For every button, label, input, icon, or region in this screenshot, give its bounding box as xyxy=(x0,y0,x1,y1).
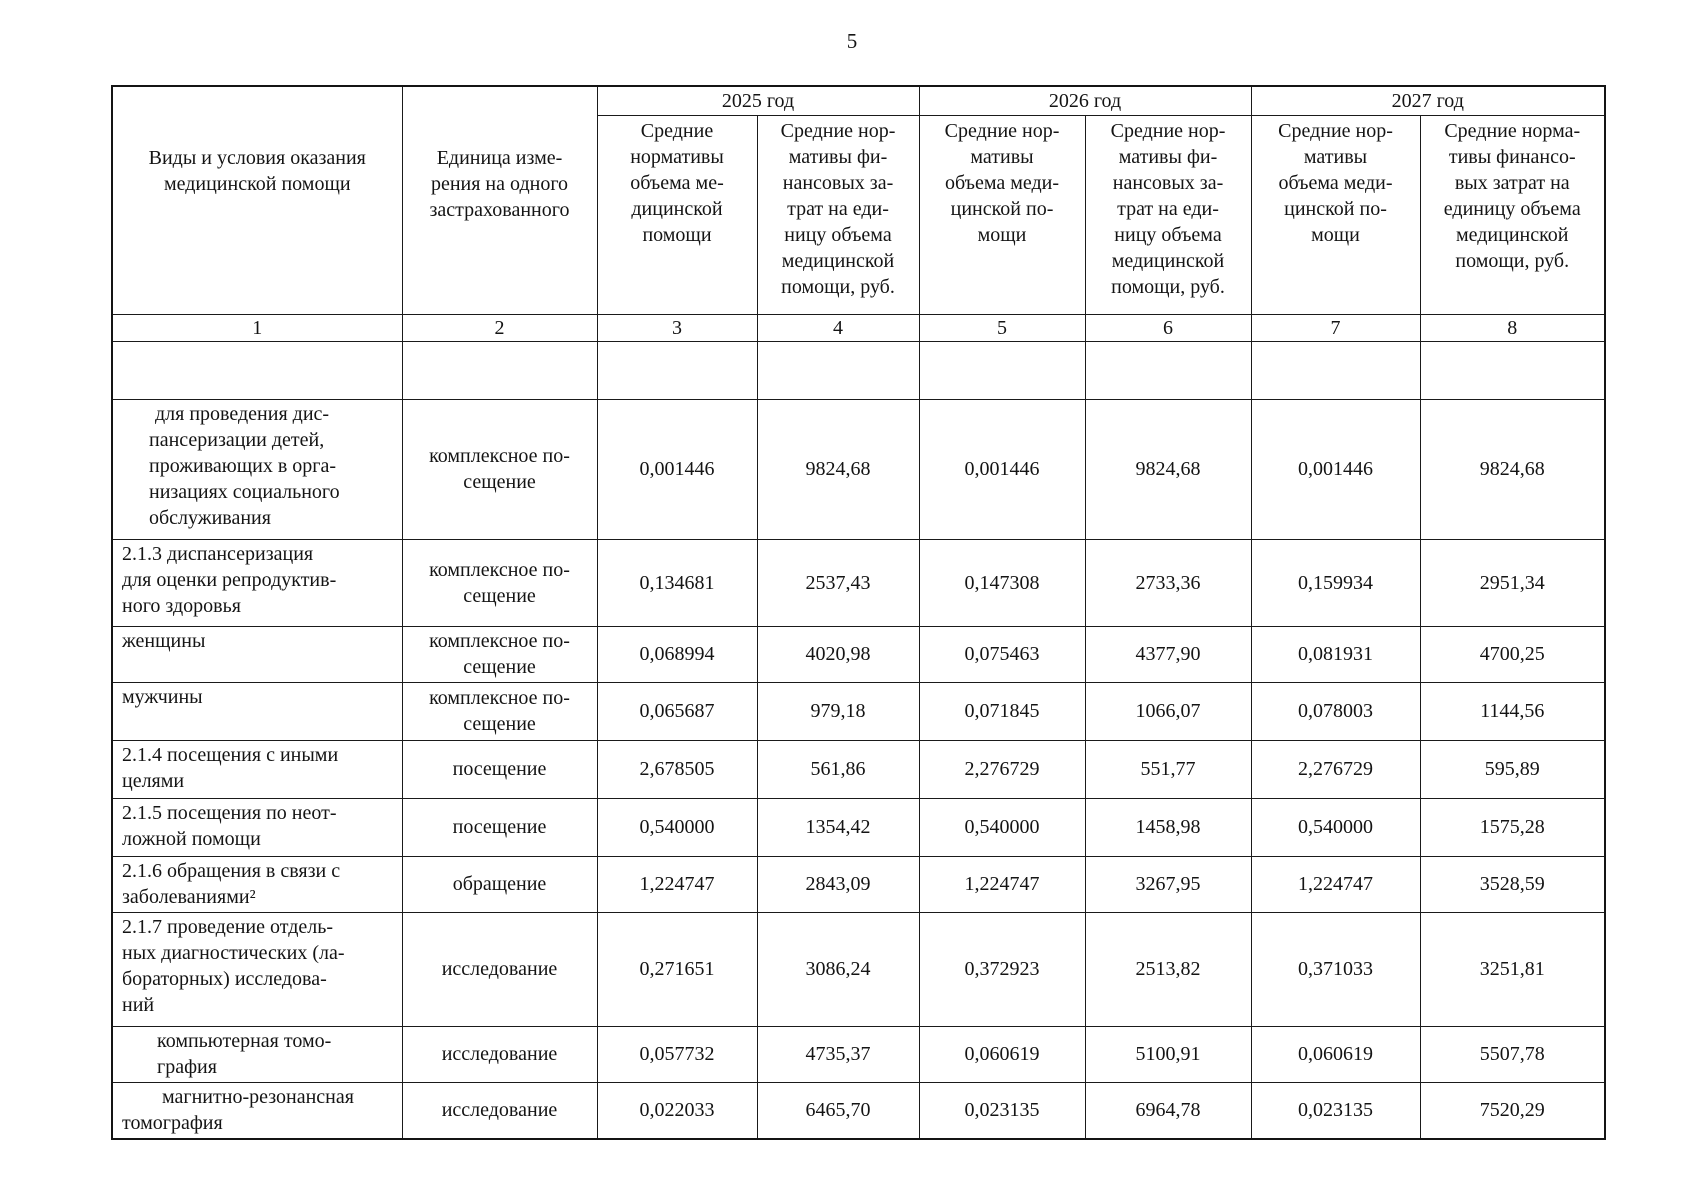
cost-2027: 1144,56 xyxy=(1420,682,1605,740)
empty-cell xyxy=(402,341,597,399)
row-unit: исследование xyxy=(402,1082,597,1139)
row-unit: обращение xyxy=(402,856,597,912)
page-number: 5 xyxy=(846,29,858,53)
volume-2026: 0,001446 xyxy=(919,399,1085,539)
cost-2025: 3086,24 xyxy=(757,912,919,1026)
cost-2026: 9824,68 xyxy=(1085,399,1251,539)
column-number: 4 xyxy=(757,314,919,341)
cost-2025: 4020,98 xyxy=(757,626,919,682)
cost-2027: 3528,59 xyxy=(1420,856,1605,912)
volume-2026: 2,276729 xyxy=(919,740,1085,798)
column-number: 2 xyxy=(402,314,597,341)
volume-2027: 0,159934 xyxy=(1251,539,1420,626)
volume-2025: 0,057732 xyxy=(597,1026,757,1082)
cost-2025: 6465,70 xyxy=(757,1082,919,1139)
empty-cell xyxy=(919,341,1085,399)
header-year-2027: 2027 год xyxy=(1251,86,1605,115)
cost-2026: 2733,36 xyxy=(1085,539,1251,626)
cost-2025: 4735,37 xyxy=(757,1026,919,1082)
volume-2025: 0,068994 xyxy=(597,626,757,682)
volume-2025: 0,271651 xyxy=(597,912,757,1026)
header-cost-2027: Средние норма- тивы финансо- вых затрат на единицу объема медицинской помощи, руб. xyxy=(1420,115,1605,314)
column-number: 7 xyxy=(1251,314,1420,341)
table-row xyxy=(112,626,1605,682)
volume-2026: 0,060619 xyxy=(919,1026,1085,1082)
table-row xyxy=(112,682,1605,740)
header-cost-2026: Средние нор- мативы фи- нансовых за- трат на еди- ницу объема медицинской помощи, руб. xyxy=(1085,115,1251,314)
volume-2025: 1,224747 xyxy=(597,856,757,912)
row-name: магнитно-резонансная томография xyxy=(112,1082,402,1139)
table-row xyxy=(112,399,1605,539)
cost-2026: 6964,78 xyxy=(1085,1082,1251,1139)
header-volume-2027: Средние нор- мативы объема меди- цинской по- мощи xyxy=(1251,115,1420,314)
column-number: 6 xyxy=(1085,314,1251,341)
empty-cell xyxy=(757,341,919,399)
row-unit: комплексное по- сещение xyxy=(402,682,597,740)
volume-2026: 0,372923 xyxy=(919,912,1085,1026)
header-row-years xyxy=(112,86,1605,115)
cost-2025: 9824,68 xyxy=(757,399,919,539)
cost-2025: 1354,42 xyxy=(757,798,919,856)
row-unit: комплексное по- сещение xyxy=(402,539,597,626)
cost-2025: 561,86 xyxy=(757,740,919,798)
empty-row xyxy=(112,341,1605,399)
row-unit: исследование xyxy=(402,912,597,1026)
table-row xyxy=(112,912,1605,1026)
table-row xyxy=(112,539,1605,626)
empty-cell xyxy=(1420,341,1605,399)
row-name: мужчины xyxy=(112,682,402,740)
row-name: компьютерная томо- графия xyxy=(112,1026,402,1082)
cost-2025: 2537,43 xyxy=(757,539,919,626)
norms-table xyxy=(111,85,1606,1140)
volume-2025: 0,540000 xyxy=(597,798,757,856)
volume-2026: 0,540000 xyxy=(919,798,1085,856)
volume-2027: 0,001446 xyxy=(1251,399,1420,539)
volume-2027: 0,081931 xyxy=(1251,626,1420,682)
volume-2026: 0,147308 xyxy=(919,539,1085,626)
header-unit: Единица изме- рения на одного застрахованного xyxy=(402,86,597,314)
cost-2026: 5100,91 xyxy=(1085,1026,1251,1082)
row-name: женщины xyxy=(112,626,402,682)
row-unit: посещение xyxy=(402,740,597,798)
cost-2027: 7520,29 xyxy=(1420,1082,1605,1139)
column-number: 8 xyxy=(1420,314,1605,341)
row-name: 2.1.7 проведение отдель- ных диагностических (ла- бораторных) исследова- ний xyxy=(112,912,402,1026)
table-row xyxy=(112,1026,1605,1082)
row-unit: комплексное по- сещение xyxy=(402,399,597,539)
table-row xyxy=(112,856,1605,912)
cost-2027: 1575,28 xyxy=(1420,798,1605,856)
row-name: для проведения дис- пансеризации детей, проживающих в орга- низациях социального обслуживания xyxy=(112,399,402,539)
cost-2026: 2513,82 xyxy=(1085,912,1251,1026)
volume-2027: 0,371033 xyxy=(1251,912,1420,1026)
row-name: 2.1.3 диспансеризация для оценки репродуктив- ного здоровья xyxy=(112,539,402,626)
volume-2027: 0,540000 xyxy=(1251,798,1420,856)
volume-2025: 0,134681 xyxy=(597,539,757,626)
header-cost-2025: Средние нор- мативы фи- нансовых за- трат на еди- ницу объема медицинской помощи, руб. xyxy=(757,115,919,314)
volume-2026: 0,023135 xyxy=(919,1082,1085,1139)
header-volume-2026: Средние нор- мативы объема меди- цинской по- мощи xyxy=(919,115,1085,314)
volume-2026: 0,075463 xyxy=(919,626,1085,682)
cost-2027: 9824,68 xyxy=(1420,399,1605,539)
row-name: 2.1.5 посещения по неот- ложной помощи xyxy=(112,798,402,856)
volume-2027: 0,023135 xyxy=(1251,1082,1420,1139)
volume-2027: 0,060619 xyxy=(1251,1026,1420,1082)
cost-2027: 5507,78 xyxy=(1420,1026,1605,1082)
empty-cell xyxy=(1085,341,1251,399)
cost-2027: 595,89 xyxy=(1420,740,1605,798)
row-unit: исследование xyxy=(402,1026,597,1082)
table-row xyxy=(112,798,1605,856)
row-unit: посещение xyxy=(402,798,597,856)
header-volume-2025: Средние нормативы объема ме- дицинской помощи xyxy=(597,115,757,314)
cost-2026: 4377,90 xyxy=(1085,626,1251,682)
cost-2025: 979,18 xyxy=(757,682,919,740)
column-number: 5 xyxy=(919,314,1085,341)
header-year-2025: 2025 год xyxy=(597,86,919,115)
empty-cell xyxy=(597,341,757,399)
volume-2025: 0,065687 xyxy=(597,682,757,740)
header-row-column-numbers xyxy=(112,314,1605,341)
volume-2027: 2,276729 xyxy=(1251,740,1420,798)
volume-2026: 1,224747 xyxy=(919,856,1085,912)
volume-2027: 0,078003 xyxy=(1251,682,1420,740)
header-year-2026: 2026 год xyxy=(919,86,1251,115)
column-number: 1 xyxy=(112,314,402,341)
table-row xyxy=(112,1082,1605,1139)
cost-2025: 2843,09 xyxy=(757,856,919,912)
cost-2026: 1066,07 xyxy=(1085,682,1251,740)
cost-2026: 3267,95 xyxy=(1085,856,1251,912)
cost-2027: 2951,34 xyxy=(1420,539,1605,626)
empty-cell xyxy=(112,341,402,399)
header-type: Виды и условия оказания медицинской помощи xyxy=(112,86,402,314)
cost-2026: 551,77 xyxy=(1085,740,1251,798)
table-row xyxy=(112,740,1605,798)
empty-cell xyxy=(1251,341,1420,399)
volume-2027: 1,224747 xyxy=(1251,856,1420,912)
volume-2025: 0,001446 xyxy=(597,399,757,539)
cost-2026: 1458,98 xyxy=(1085,798,1251,856)
row-name: 2.1.4 посещения с иными целями xyxy=(112,740,402,798)
row-name: 2.1.6 обращения в связи с заболеваниями² xyxy=(112,856,402,912)
volume-2025: 2,678505 xyxy=(597,740,757,798)
cost-2027: 3251,81 xyxy=(1420,912,1605,1026)
volume-2025: 0,022033 xyxy=(597,1082,757,1139)
cost-2027: 4700,25 xyxy=(1420,626,1605,682)
column-number: 3 xyxy=(597,314,757,341)
row-unit: комплексное по- сещение xyxy=(402,626,597,682)
volume-2026: 0,071845 xyxy=(919,682,1085,740)
